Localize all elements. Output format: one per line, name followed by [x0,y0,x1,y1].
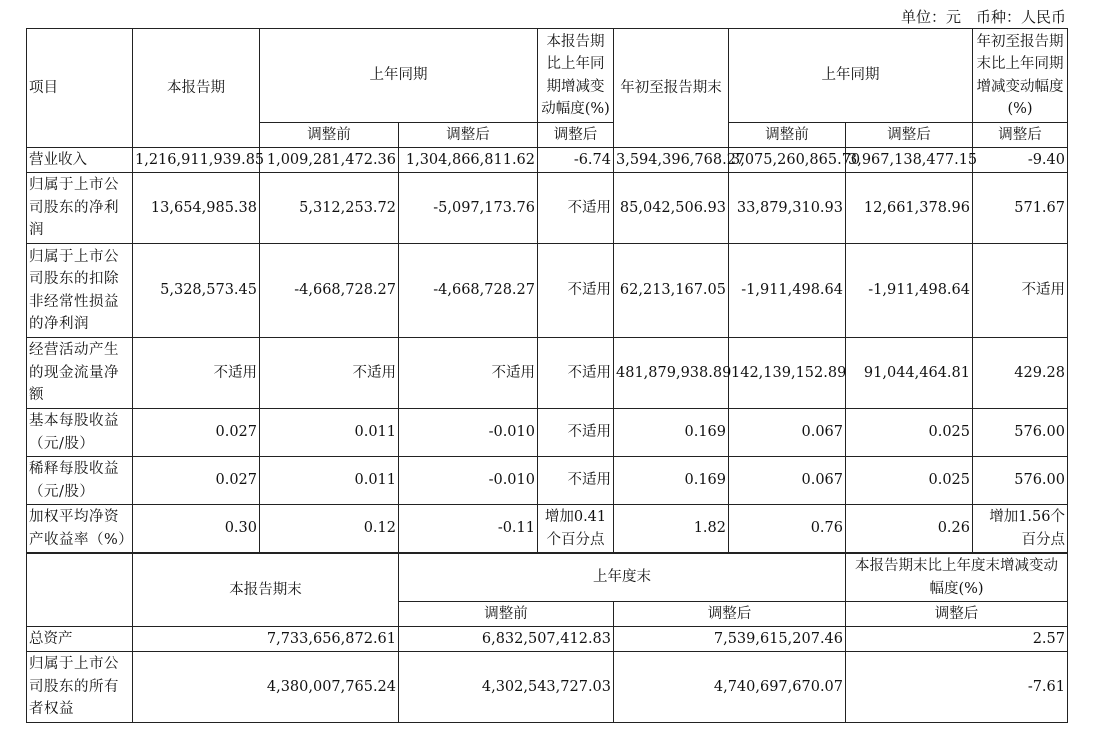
cell: 5,328,573.45 [133,244,260,338]
row-label: 稀释每股收益（元/股） [27,457,133,505]
header-change-current: 本报告期比上年同期增减变动幅度(%) [538,29,614,123]
cell: 1,009,281,472.36 [260,148,399,173]
cell: 不适用 [260,338,399,409]
balance-data-table [26,553,1068,723]
cell: 不适用 [973,244,1068,338]
cell: 0.067 [729,409,846,457]
cell: 3,594,396,768.27 [614,148,729,173]
cell: -5,097,173.76 [399,173,538,244]
cell: 不适用 [133,338,260,409]
cell: -4,668,728.27 [260,244,399,338]
cell: 142,139,152.89 [729,338,846,409]
cell: 3,967,138,477.15 [846,148,973,173]
header-after-adj-change: 调整后 [538,123,614,148]
cell: 0.30 [133,505,260,553]
cell: 不适用 [538,173,614,244]
cell: 576.00 [973,457,1068,505]
header-ytd: 年初至报告期末 [614,29,729,148]
row-label: 经营活动产生的现金流量净额 [27,338,133,409]
cell: 0.12 [260,505,399,553]
cell: 571.67 [973,173,1068,244]
cell: 85,042,506.93 [614,173,729,244]
table-row [27,338,1068,409]
cell: 不适用 [538,409,614,457]
row-label: 基本每股收益（元/股） [27,409,133,457]
cell: 481,879,938.89 [614,338,729,409]
cell: 0.76 [729,505,846,553]
header-prior-year-end: 上年度末 [399,554,846,602]
cell: 1.82 [614,505,729,553]
header-change-ytd: 年初至报告期末比上年同期增减变动幅度(%) [973,29,1068,123]
cell: 2.57 [846,627,1068,652]
table-row [27,409,1068,457]
cell: 0.011 [260,457,399,505]
table-row [27,244,1068,338]
cell: 62,213,167.05 [614,244,729,338]
row-label: 营业收入 [27,148,133,173]
table-row [27,148,1068,173]
cell: 429.28 [973,338,1068,409]
cell: 33,879,310.93 [729,173,846,244]
header-before-adj-ytd: 调整前 [729,123,846,148]
cell: 1,304,866,811.62 [399,148,538,173]
header-blank [27,554,133,627]
cell: 4,380,007,765.24 [133,652,399,723]
cell: 576.00 [973,409,1068,457]
header-prior-year-same: 上年同期 [260,29,538,123]
cell: 0.169 [614,457,729,505]
financial-data-table [26,28,1068,553]
table-row [27,627,1068,652]
cell: 0.025 [846,457,973,505]
row-label: 归属于上市公司股东的净利润 [27,173,133,244]
cell: 6,832,507,412.83 [399,627,614,652]
row-label: 总资产 [27,627,133,652]
header-after-adj: 调整后 [614,602,846,627]
cell: -4,668,728.27 [399,244,538,338]
row-label: 加权平均净资产收益率（%） [27,505,133,553]
cell: -0.010 [399,409,538,457]
cell: -7.61 [846,652,1068,723]
cell: 0.025 [846,409,973,457]
cell: 12,661,378.96 [846,173,973,244]
table-row [27,173,1068,244]
cell: 4,740,697,670.07 [614,652,846,723]
cell: 增加1.56个百分点 [973,505,1068,553]
row-label: 归属于上市公司股东的所有者权益 [27,652,133,723]
header-before-adj: 调整前 [260,123,399,148]
cell: 7,733,656,872.61 [133,627,399,652]
header-after-adj-change-ytd: 调整后 [973,123,1068,148]
cell: 91,044,464.81 [846,338,973,409]
header-item: 项目 [27,29,133,148]
cell: 不适用 [538,457,614,505]
table-row [27,505,1068,553]
cell: 4,302,543,727.03 [399,652,614,723]
cell: 不适用 [399,338,538,409]
unit-currency-note: 单位：元 币种：人民币 [900,8,1066,26]
header-current-period: 本报告期 [133,29,260,148]
cell: 0.169 [614,409,729,457]
cell: 0.26 [846,505,973,553]
cell: 7,539,615,207.46 [614,627,846,652]
header-after-adj-change: 调整后 [846,602,1068,627]
table-row [27,457,1068,505]
cell: -0.11 [399,505,538,553]
cell: -9.40 [973,148,1068,173]
header-after-adj-ytd: 调整后 [846,123,973,148]
header-before-adj: 调整前 [399,602,614,627]
cell: 不适用 [538,244,614,338]
cell: 增加0.41个百分点 [538,505,614,553]
cell: 3,075,260,865.70 [729,148,846,173]
cell: 0.067 [729,457,846,505]
cell: -1,911,498.64 [729,244,846,338]
cell: -0.010 [399,457,538,505]
header-prior-year-same-ytd: 上年同期 [729,29,973,123]
cell: 不适用 [538,338,614,409]
cell: 1,216,911,939.85 [133,148,260,173]
cell: -6.74 [538,148,614,173]
cell: 0.027 [133,457,260,505]
table-row [27,652,1068,723]
header-current-period-end: 本报告期末 [133,554,399,627]
cell: 0.011 [260,409,399,457]
cell: 0.027 [133,409,260,457]
header-change: 本报告期末比上年度末增减变动幅度(%) [846,554,1068,602]
cell: 13,654,985.38 [133,173,260,244]
header-after-adj: 调整后 [399,123,538,148]
cell: 5,312,253.72 [260,173,399,244]
cell: -1,911,498.64 [846,244,973,338]
row-label: 归属于上市公司股东的扣除非经常性损益的净利润 [27,244,133,338]
